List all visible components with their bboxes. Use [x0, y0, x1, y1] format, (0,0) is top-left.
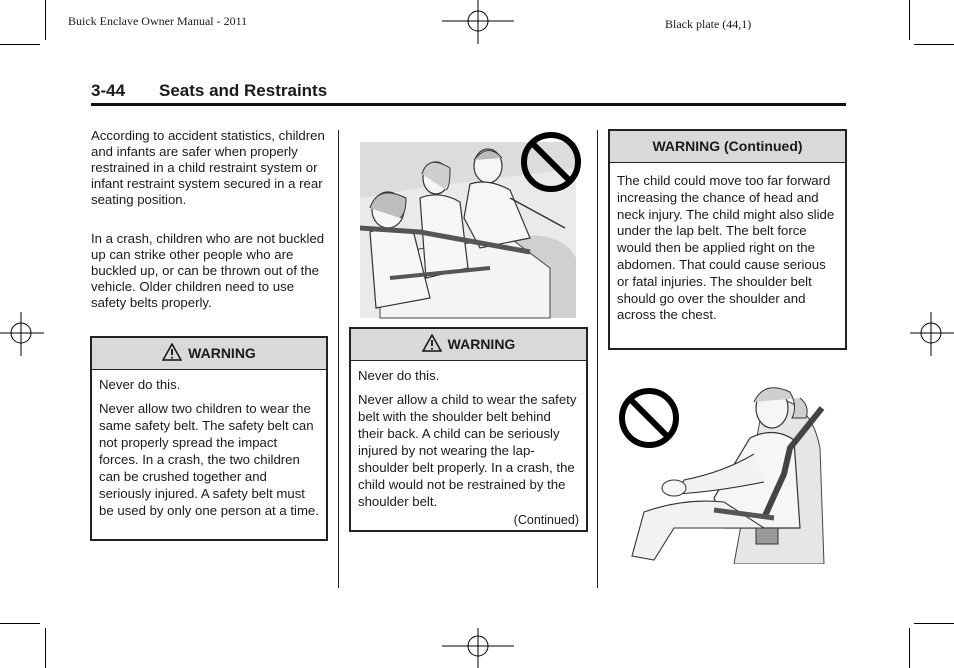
crop-mark — [0, 44, 40, 45]
section-title: Seats and Restraints — [159, 81, 328, 100]
warning-header: WARNING (Continued) — [610, 131, 845, 163]
crop-mark — [909, 0, 910, 40]
crop-mark — [0, 623, 40, 624]
crop-mark — [909, 628, 910, 668]
warning-text: The child could move too far forward increasing the chance of head and neck injury. The child might also slide under the lap belt. The belt force would then be applied right on the abdomen. That could cause serious or fatal injuries. The shoulder belt should go over the shoulder and across the chest. — [617, 173, 835, 323]
column-divider — [597, 130, 598, 588]
warning-box — [349, 327, 588, 532]
warning-body — [351, 361, 586, 531]
warning-triangle-icon — [162, 343, 182, 361]
registration-mark-icon — [0, 312, 44, 356]
warning-header — [92, 338, 326, 370]
page-heading — [91, 81, 846, 106]
crop-mark — [45, 0, 46, 40]
warning-box — [608, 129, 847, 350]
warning-triangle-icon — [422, 334, 442, 352]
belt-behind-back-illustration — [614, 378, 828, 564]
warning-header — [351, 329, 586, 361]
manual-title: Buick Enclave Owner Manual - 2011 — [68, 14, 248, 28]
warning-box — [90, 336, 328, 541]
warning-body — [92, 370, 326, 532]
intro-paragraph: According to accident statistics, children and infants are safer when properly restrained in a child restraint system or infant restraint system secured in a rear seating position. — [91, 128, 325, 207]
page-number: 3-44 — [91, 81, 126, 100]
crop-mark — [914, 623, 954, 624]
crash-paragraph: In a crash, children who are not buckled up can strike other people who are buckled up, or can be thrown out of the vehicle. Older children need to use safety belts properly. — [91, 231, 325, 310]
crop-mark — [914, 44, 954, 45]
warning-body — [610, 163, 845, 337]
registration-mark-icon — [442, 626, 514, 668]
warning-text: Never allow a child to wear the safety belt with the shoulder belt behind their back. A child can be seriously injured by not wearing the lap-shoulder belt properly. In a crash, the child would not be restrained by the shoulder belt. — [358, 392, 577, 509]
warning-text: Never allow two children to wear the same safety belt. The safety belt can not properly spread the impact forces. In a crash, the two children can be crushed together and seriously injured. A safety belt must be used by only one person at a time. — [99, 401, 319, 518]
children-sharing-belt-illustration — [360, 128, 584, 320]
crop-mark — [45, 628, 46, 668]
warning-title: WARNING — [447, 336, 516, 352]
warning-title: WARNING — [188, 345, 256, 361]
plate-label: Black plate (44,1) — [665, 17, 752, 31]
registration-mark-icon — [442, 0, 514, 48]
registration-mark-icon — [910, 312, 954, 356]
continued-label: (Continued) — [513, 513, 579, 527]
warning-text: Never do this. — [99, 377, 181, 392]
prohibition-icon — [622, 391, 676, 445]
column-divider — [338, 130, 339, 588]
warning-text: Never do this. — [358, 368, 440, 383]
